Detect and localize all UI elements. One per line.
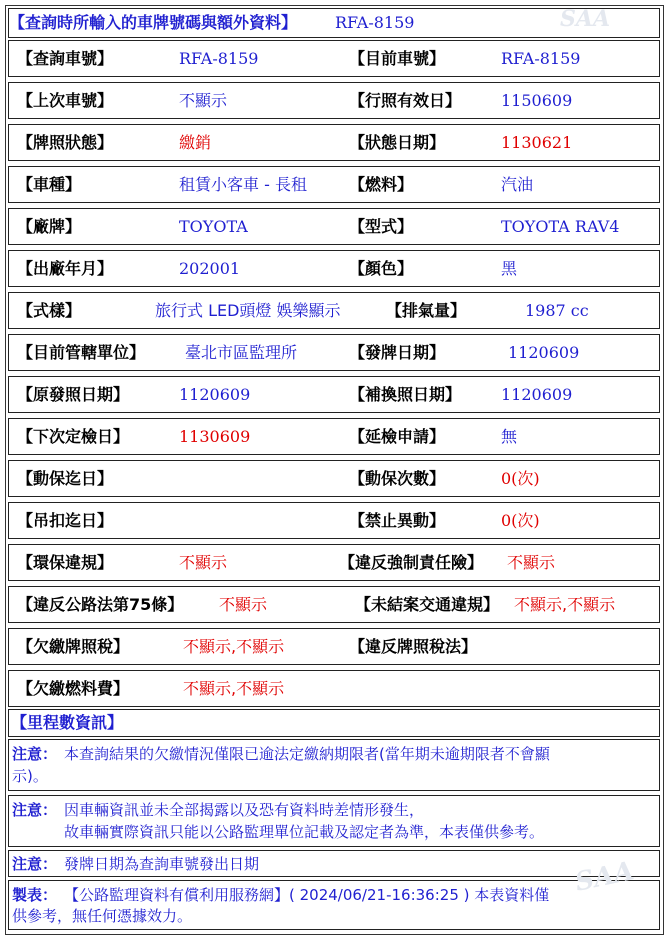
field-label: 【違反公路法第75條】 [17,595,184,614]
field-label: 【廠牌】 [17,217,82,236]
info-row [8,544,660,581]
field-value: 1987 cc [525,301,589,320]
field-label: 【違反牌照稅法】 [349,637,478,656]
note-text-line1: 因車輛資訊並未全部揭露以及恐有資料時差情形發生， [64,801,425,819]
info-row [8,82,660,119]
field-label: 【目前管轄單位】 [17,343,146,362]
field-value: 臺北市區監理所 [185,343,298,362]
info-row [8,418,660,455]
footer-text-line1: 【公路監理資料有償利用服務網】( 2024/06/21-16:36:25 ) 本表資料僅 [64,886,550,904]
mileage-row [8,709,660,737]
info-row [8,460,660,497]
field-value: 1120609 [179,385,251,404]
field-value: 不顯示 [219,595,268,614]
field-label: 【狀態日期】 [349,133,446,152]
note-text-line2: 示)。 [12,767,48,785]
mileage-title: 【里程數資訊】 [11,713,124,732]
field-value: 旅行式 LED頭燈 娛樂顯示 [155,301,341,320]
field-label: 【下次定檢日】 [17,427,130,446]
field-label: 【燃料】 [349,175,414,194]
footer-row [8,880,660,930]
field-label: 【排氣量】 [386,301,467,320]
note-text-line1: 本查詢結果的欠繳情況僅限已逾法定繳納期限者(當年期未逾期限者不會顯 [64,745,550,763]
field-label: 【未結案交通違規】 [355,595,500,614]
field-value: 無 [501,427,518,446]
field-value: 1120609 [501,385,573,404]
field-value: 0(次) [501,469,540,488]
field-value: RFA-8159 [179,49,259,68]
note-row-3 [8,850,660,877]
footer-text-line2: 供參考，無任何憑據效力。 [12,907,193,925]
watermark-logo: SAA [560,6,611,32]
footer-label: 製表： [12,886,58,904]
info-row [8,334,660,371]
field-label: 【補換照日期】 [349,385,462,404]
field-value: 不顯示 [179,553,228,572]
field-label: 【查詢車號】 [17,49,114,68]
field-value: 不顯示,不顯示 [183,637,285,656]
field-label: 【車種】 [17,175,82,194]
field-value: 不顯示 [507,553,556,572]
info-row [8,208,660,245]
field-value: TOYOTA [179,217,248,236]
field-label: 【式樣】 [17,301,82,320]
info-row [8,502,660,539]
field-value: 1120609 [508,343,580,362]
field-label: 【欠繳燃料費】 [17,679,130,698]
field-value: 不顯示 [179,91,228,110]
field-value: 不顯示,不顯示 [514,595,616,614]
info-row [8,586,660,623]
info-row [8,250,660,287]
field-label: 【違反強制責任險】 [339,553,484,572]
field-value: 202001 [179,259,241,278]
field-value: 1150609 [501,91,573,110]
info-row [8,124,660,161]
field-label: 【禁止異動】 [349,511,446,530]
info-row [8,376,660,413]
field-label: 【動保次數】 [349,469,446,488]
field-label: 【原發照日期】 [17,385,130,404]
field-label: 【牌照狀態】 [17,133,114,152]
field-label: 【延檢申請】 [349,427,446,446]
field-label: 【動保迄日】 [17,469,114,488]
field-label: 【出廠年月】 [17,259,114,278]
field-label: 【行照有效日】 [349,91,462,110]
field-label: 【欠繳牌照稅】 [17,637,130,656]
field-label: 【吊扣迄日】 [17,511,114,530]
note-label: 注意： [12,855,58,873]
note-label: 注意： [12,745,58,763]
note-text-line1: 發牌日期為查詢車號發出日期 [64,855,260,873]
field-label: 【型式】 [349,217,414,236]
field-value: 1130609 [179,427,251,446]
info-row [8,40,660,77]
watermark-logo: SAA [572,856,637,898]
field-label: 【發牌日期】 [349,343,446,362]
info-row [8,628,660,665]
header-plate: RFA-8159 [335,13,415,32]
field-label: 【環保違規】 [17,553,114,572]
note-row-2 [8,795,660,847]
note-text-line2: 故車輛實際資訊只能以公路監理單位記載及認定者為準，本表僅供參考。 [64,823,545,841]
field-value: 0(次) [501,511,540,530]
info-row [8,166,660,203]
field-label: 【顏色】 [349,259,414,278]
field-value: 黑 [501,259,518,278]
info-row [8,292,660,329]
note-row-1 [8,739,660,791]
field-value: 不顯示,不顯示 [183,679,285,698]
field-label: 【目前車號】 [349,49,446,68]
field-value: TOYOTA RAV4 [501,217,620,236]
field-value: 1130621 [501,133,573,152]
field-label: 【上次車號】 [17,91,114,110]
field-value: 汽油 [501,175,534,194]
info-row [8,670,660,707]
header-title: 【查詢時所輸入的車牌號碼與額外資料】 [9,13,298,32]
note-label: 注意： [12,801,58,819]
field-value: 租賃小客車 - 長租 [179,175,307,194]
field-value: RFA-8159 [501,49,581,68]
field-value: 繳銷 [179,133,212,152]
